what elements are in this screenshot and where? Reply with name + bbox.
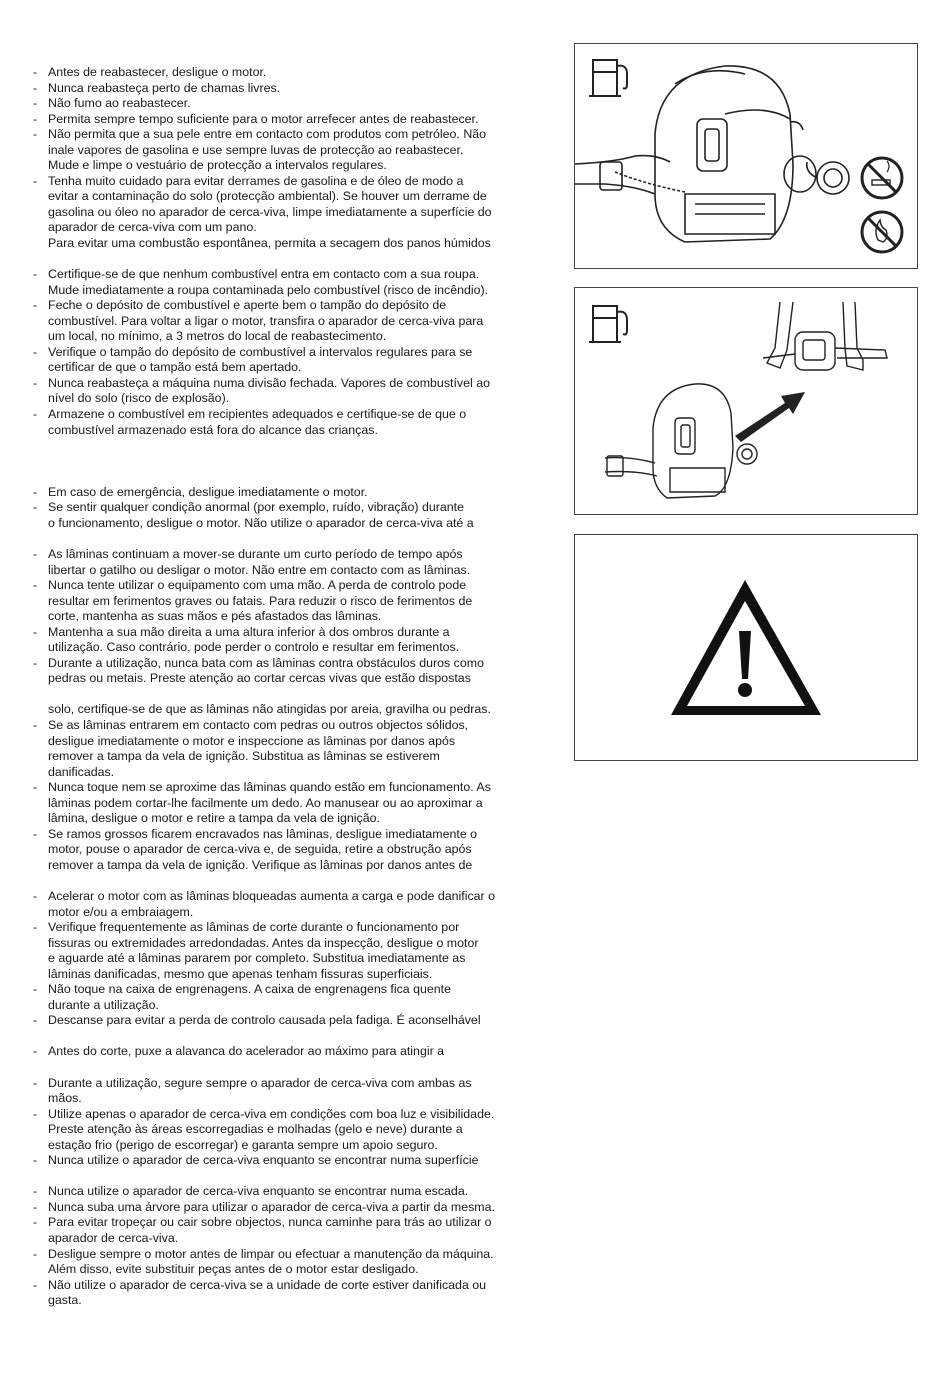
- continuation-text: solo, certifique-se de que as lâminas não atingidas por areia, gravilha ou pedras.: [48, 702, 491, 717]
- fuel-pump-icon: [589, 60, 627, 96]
- bullet-item: - Descanse para evitar a perda de controlo causada pela fadiga. É aconselhável: [30, 1013, 560, 1029]
- paragraph-gap: [30, 1169, 560, 1185]
- bullet-item: - Nunca utilize o aparador de cerca-viva enquanto se encontrar numa escada.: [30, 1184, 560, 1200]
- bullet-item: - Desligue sempre o motor antes de limpar ou efectuar a manutenção da máquina. Além disso, evite substituir peças antes de o motor estar desligado.: [30, 1247, 560, 1278]
- paragraph-gap: [30, 252, 560, 268]
- bullet-item: - Para evitar tropeçar ou cair sobre objectos, nunca caminhe para trás ao utilizar o aparador de cerca-viva.: [30, 1215, 560, 1246]
- paragraph-gap: [30, 873, 560, 889]
- bullet-item: - Nunca suba uma árvore para utilizar o aparador de cerca-viva a partir da mesma.: [30, 1200, 560, 1216]
- fuel-cap-illustration: [807, 162, 849, 194]
- fuel-pump-icon: [589, 306, 627, 342]
- person-operating-illustration: [763, 302, 887, 370]
- figure-warning: [574, 534, 918, 761]
- bullet-item: - Tenha muito cuidado para evitar derrames de gasolina e de óleo de modo a evitar a contaminação do solo (protecção ambiental). Se houver um derrame de gasolina ou óleo no aparador de cerca-viva, limpe imediatamente a superfície do aparador de cerca-viva com um pano. Para evitar uma combustão espontânea, permita a secagem dos panos húmidos: [30, 174, 560, 252]
- bullet-item: - Antes de reabastecer, desligue o motor.: [30, 65, 560, 81]
- bullet-item: - Se as lâminas entrarem em contacto com pedras ou outros objectos sólidos, desligue imediatamente o motor e inspeccione as lâminas por danos após remover a tampa da vela de ignição. Substitua as lâminas se estiverem danificadas.: [30, 718, 560, 780]
- bullet-item: - Não permita que a sua pele entre em contacto com produtos com petróleo. Não inale vapores de gasolina e use sempre luvas de protecção ao reabastecer. Mude e limpe o vestuário de protecção a intervalos regulares.: [30, 127, 560, 174]
- bullet-item: - Mantenha a sua mão direita a uma altura inferior à dos ombros durante a utilização. Caso contrário, pode perder o controlo e resultar em ferimentos.: [30, 625, 560, 656]
- bullet-item: - Utilize apenas o aparador de cerca-viva em condições com boa luz e visibilidade. Preste atenção às áreas escorregadias e molhadas (gelo e neve) durante a estação frio (perigo de escorregar) e garanta sempre um apoio seguro.: [30, 1107, 560, 1154]
- bullet-item: - Não fumo ao reabastecer.: [30, 96, 560, 112]
- figure-transfer-hedge-trimmer: [574, 287, 918, 515]
- bullet-item: - Acelerar o motor com as lâminas bloqueadas aumenta a carga e pode danificar o motor e/ou a embraiagem.: [30, 889, 560, 920]
- engine-illustration: [605, 384, 757, 498]
- bullet-item: - Nunca tente utilizar o equipamento com uma mão. A perda de controlo pode resultar em ferimentos graves ou fatais. Para reduzir o risco de ferimentos de corte, mantenha as suas mãos e pés afastados das lâminas.: [30, 578, 560, 625]
- bullet-item: - Se ramos grossos ficarem encravados nas lâminas, desligue imediatamente o motor, pouse o aparador de cerca-viva e, de seguida, retire a obstrução após remover a tampa da vela de ignição. Verifique as lâminas por danos antes de: [30, 827, 560, 874]
- bullet-item: - Antes do corte, puxe a alavanca do acelerador ao máximo para atingir a: [30, 1044, 560, 1060]
- bullet-item: - Feche o depósito de combustível e aperte bem o tampão do depósito de combustível. Para voltar a ligar o motor, transfira o aparador de cerca-viva para um local, no mínimo, a 3 metros do local de reabastecimento.: [30, 298, 560, 345]
- bullet-item: - Permita sempre tempo suficiente para o motor arrefecer antes de reabastecer.: [30, 112, 560, 128]
- paragraph-gap: [30, 687, 560, 703]
- figure-refuel-engine: [574, 43, 918, 269]
- bullet-item: - As lâminas continuam a mover-se durante um curto período de tempo após libertar o gatilho ou desligar o motor. Não entre em contacto com as lâminas.: [30, 547, 560, 578]
- warning-triangle-icon: [671, 580, 821, 715]
- bullet-item: - Verifique o tampão do depósito de combustível a intervalos regulares para se certificar de que o tampão está bem apertado.: [30, 345, 560, 376]
- bullet-item: - Durante a utilização, nunca bata com as lâminas contra obstáculos duros como pedras ou metais. Preste atenção ao cortar cercas vivas que estão dispostas: [30, 656, 560, 687]
- bullet-item: - Durante a utilização, segure sempre o aparador de cerca-viva com ambas as mãos.: [30, 1076, 560, 1107]
- paragraph-gap: [30, 1060, 560, 1076]
- bullet-item: - Nunca utilize o aparador de cerca-viva enquanto se encontrar numa superfície: [30, 1153, 560, 1169]
- bullet-item: - Em caso de emergência, desligue imediatamente o motor.: [30, 485, 560, 501]
- bullet-item: - Nunca toque nem se aproxime das lâminas quando estão em funcionamento. As lâminas podem cortar-lhe facilmente um dedo. Ao manusear ou ao aproximar a lâmina, desligue o motor e retire a tampa da vela de ignição.: [30, 780, 560, 827]
- no-open-flame-icon: [862, 212, 902, 252]
- bullet-item: - Não utilize o aparador de cerca-viva se a unidade de corte estiver danificada ou gasta.: [30, 1278, 560, 1309]
- bullet-item: - Não toque na caixa de engrenagens. A caixa de engrenagens fica quente durante a utilização.: [30, 982, 560, 1013]
- bullet-item: - Nunca reabasteça a máquina numa divisão fechada. Vapores de combustível ao nível do solo (risco de explosão).: [30, 376, 560, 407]
- paragraph-gap: [30, 1029, 560, 1045]
- paragraph-gap: [30, 531, 560, 547]
- section-gap: [30, 438, 560, 485]
- bullet-item: - Se sentir qualquer condição anormal (por exemplo, ruído, vibração) durante o funcionamento, desligue o motor. Não utilize o aparador de cerca-viva até a: [30, 500, 560, 531]
- bullet-item: - Certifique-se de que nenhum combustível entra em contacto com a sua roupa. Mude imediatamente a roupa contaminada pelo combustível (risco de incêndio).: [30, 267, 560, 298]
- safety-instructions-text: [30, 65, 560, 1309]
- bullet-item: - Armazene o combustível em recipientes adequados e certifique-se de que o combustível armazenado está fora do alcance das crianças.: [30, 407, 560, 438]
- engine-illustration: [575, 66, 816, 242]
- arrow-icon: [735, 392, 805, 442]
- bullet-item: - Verifique frequentemente as lâminas de corte durante o funcionamento por fissuras ou extremidades arredondadas. Antes da inspecção, desligue o motor e aguarde até a lâminas pararem por completo. Substitua imediatamente as lâminas danificadas, mesmo que apenas tenham fissuras superficiais.: [30, 920, 560, 982]
- no-smoking-icon: [862, 158, 902, 198]
- bullet-item: - Nunca reabasteça perto de chamas livres.: [30, 81, 560, 97]
